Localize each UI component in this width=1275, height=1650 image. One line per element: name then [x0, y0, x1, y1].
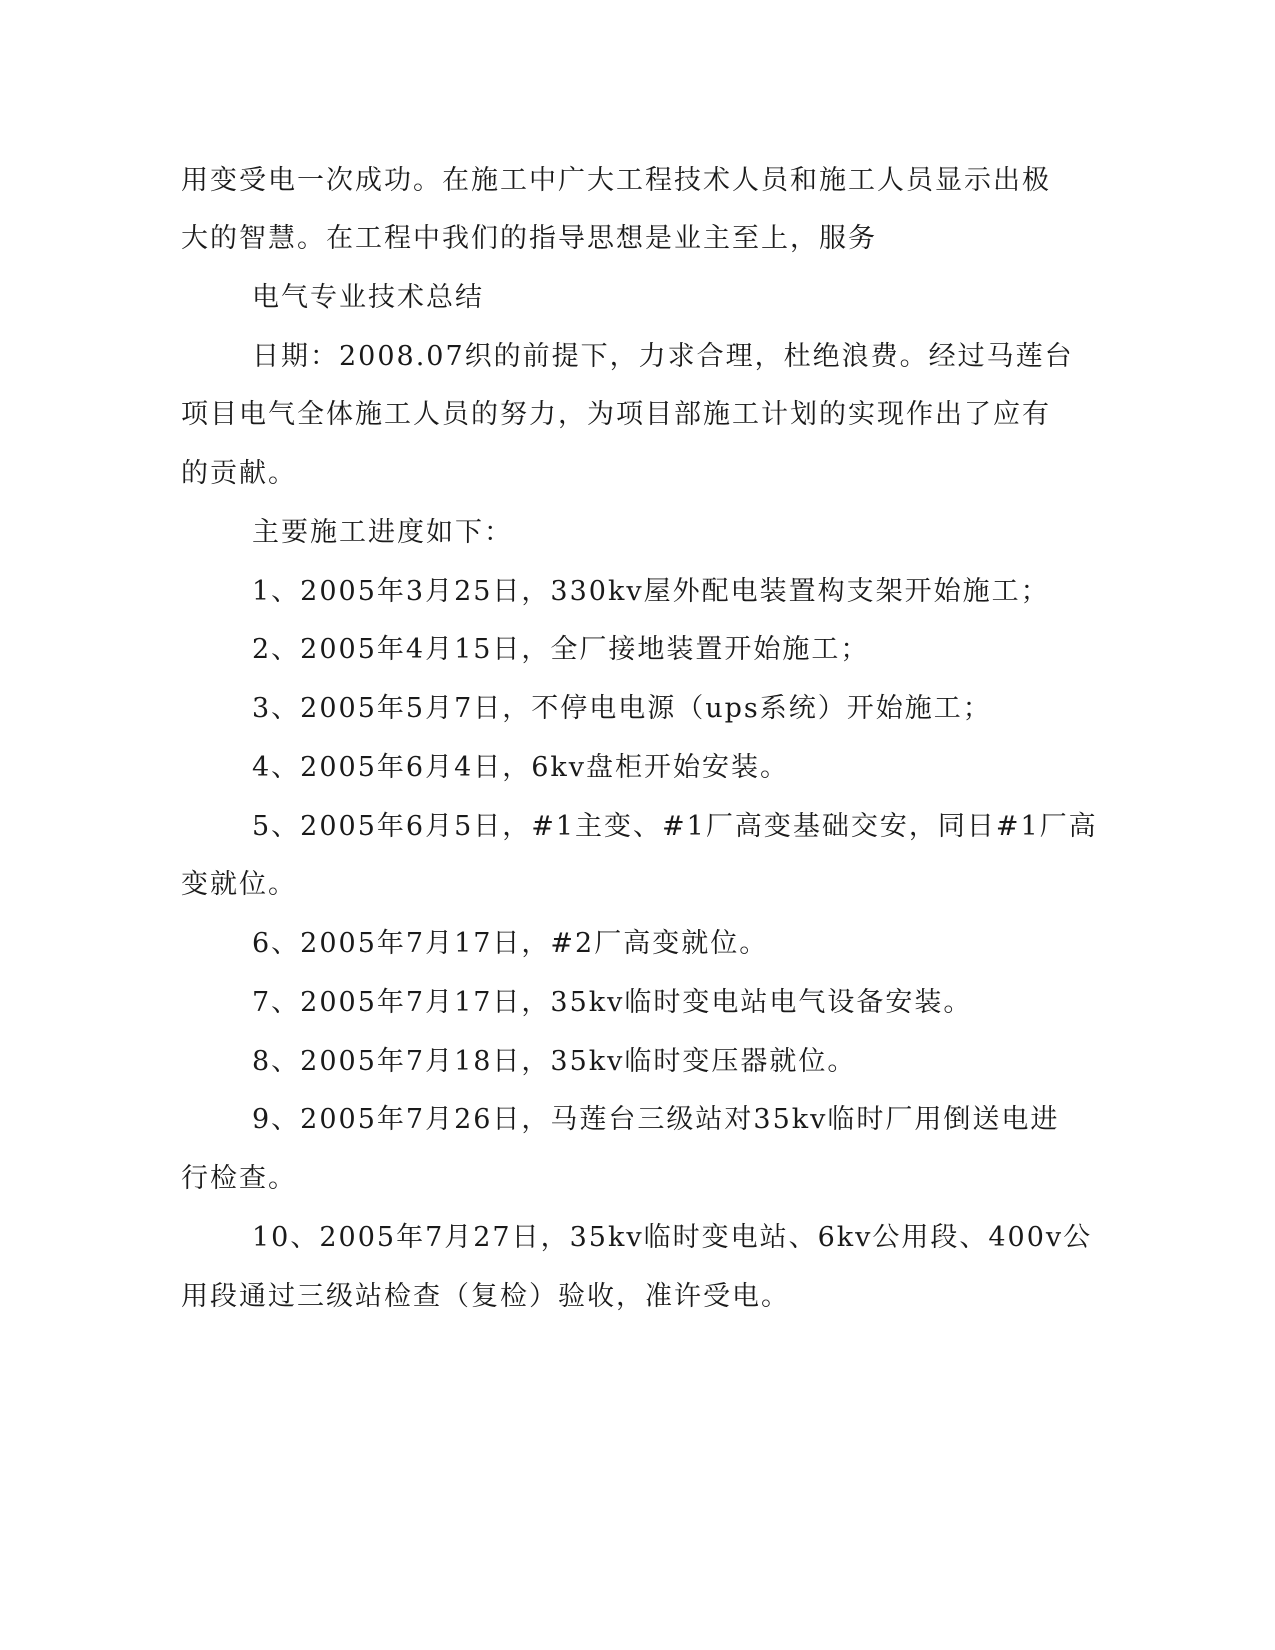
list-item: 2、2005年4月15日，全厂接地装置开始施工；	[252, 634, 870, 665]
list-item: 10、2005年7月27日，35kv临时变电站、6kv公用段、400v公	[252, 1222, 1093, 1253]
section-title: 电气专业技术总结	[252, 282, 484, 313]
list-item: 9、2005年7月26日，马莲台三级站对35kv临时厂用倒送电进	[252, 1104, 1060, 1135]
list-item: 1、2005年3月25日，330kv屋外配电装置构支架开始施工；	[252, 576, 1050, 607]
text-line: 项目电气全体施工人员的努力，为项目部施工计划的实现作出了应有	[181, 399, 1051, 430]
list-item-continuation: 变就位。	[181, 869, 297, 900]
list-item: 7、2005年7月17日，35kv临时变电站电气设备安装。	[252, 987, 973, 1018]
text-line: 的贡献。	[181, 458, 297, 489]
text-line: 大的智慧。在工程中我们的指导思想是业主至上，服务	[181, 223, 877, 254]
list-heading: 主要施工进度如下：	[252, 517, 513, 548]
list-item: 8、2005年7月18日，35kv临时变压器就位。	[252, 1046, 857, 1077]
list-item: 4、2005年6月4日，6kv盘柜开始安装。	[252, 752, 790, 783]
list-item: 5、2005年6月5日，#1主变、#1厂高变基础交安，同日#1厂高	[252, 811, 1098, 842]
list-item-continuation: 用段通过三级站检查（复检）验收，准许受电。	[181, 1281, 790, 1312]
list-item: 6、2005年7月17日，#2厂高变就位。	[252, 928, 769, 959]
date-line: 日期：2008.07织的前提下，力求合理，杜绝浪费。经过马莲台	[252, 341, 1074, 372]
list-item-continuation: 行检查。	[181, 1163, 297, 1194]
text-line: 用变受电一次成功。在施工中广大工程技术人员和施工人员显示出极	[181, 165, 1051, 196]
list-item: 3、2005年5月7日，不停电电源（ups系统）开始施工；	[252, 693, 992, 724]
